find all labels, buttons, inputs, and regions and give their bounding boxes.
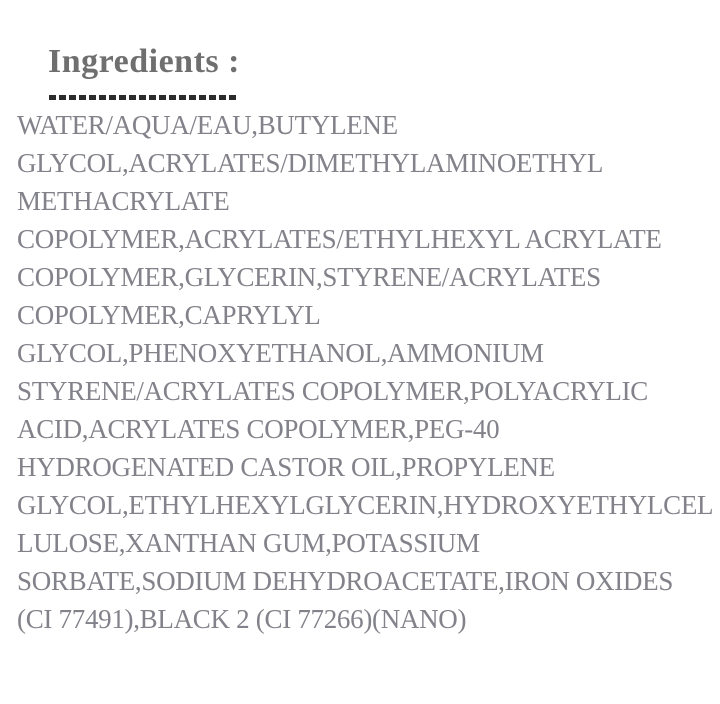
ingredients-line: COPOLYMER,ACRYLATES/ETHYLHEXYL ACRYLATE	[17, 224, 662, 254]
ingredients-line: ACID,ACRYLATES COPOLYMER,PEG-40	[17, 414, 500, 444]
ingredients-line: GLYCOL,PHENOXYETHANOL,AMMONIUM	[17, 338, 544, 368]
ingredients-line: GLYCOL,ETHYLHEXYLGLYCERIN,HYDROXYETHYLCEL	[17, 490, 714, 520]
ingredients-line: GLYCOL,ACRYLATES/DIMETHYLAMINOETHYL	[17, 148, 604, 178]
ingredients-line: COPOLYMER,CAPRYLYL	[17, 300, 321, 330]
ingredients-line: WATER/AQUA/EAU,BUTYLENE	[17, 110, 398, 140]
title-underline-dashes	[49, 95, 236, 100]
ingredients-line: HYDROGENATED CASTOR OIL,PROPYLENE	[17, 452, 555, 482]
ingredients-line: (CI 77491),BLACK 2 (CI 77266)(NANO)	[17, 604, 467, 634]
ingredients-line: METHACRYLATE	[17, 186, 230, 216]
ingredients-text-block	[17, 106, 717, 638]
ingredients-line: STYRENE/ACRYLATES COPOLYMER,POLYACRYLIC	[17, 376, 648, 406]
ingredients-line: SORBATE,SODIUM DEHYDROACETATE,IRON OXIDES	[17, 566, 674, 596]
page-title: Ingredients :	[48, 43, 240, 80]
ingredients-line: LULOSE,XANTHAN GUM,POTASSIUM	[17, 528, 480, 558]
ingredients-line: COPOLYMER,GLYCERIN,STYRENE/ACRYLATES	[17, 262, 601, 292]
